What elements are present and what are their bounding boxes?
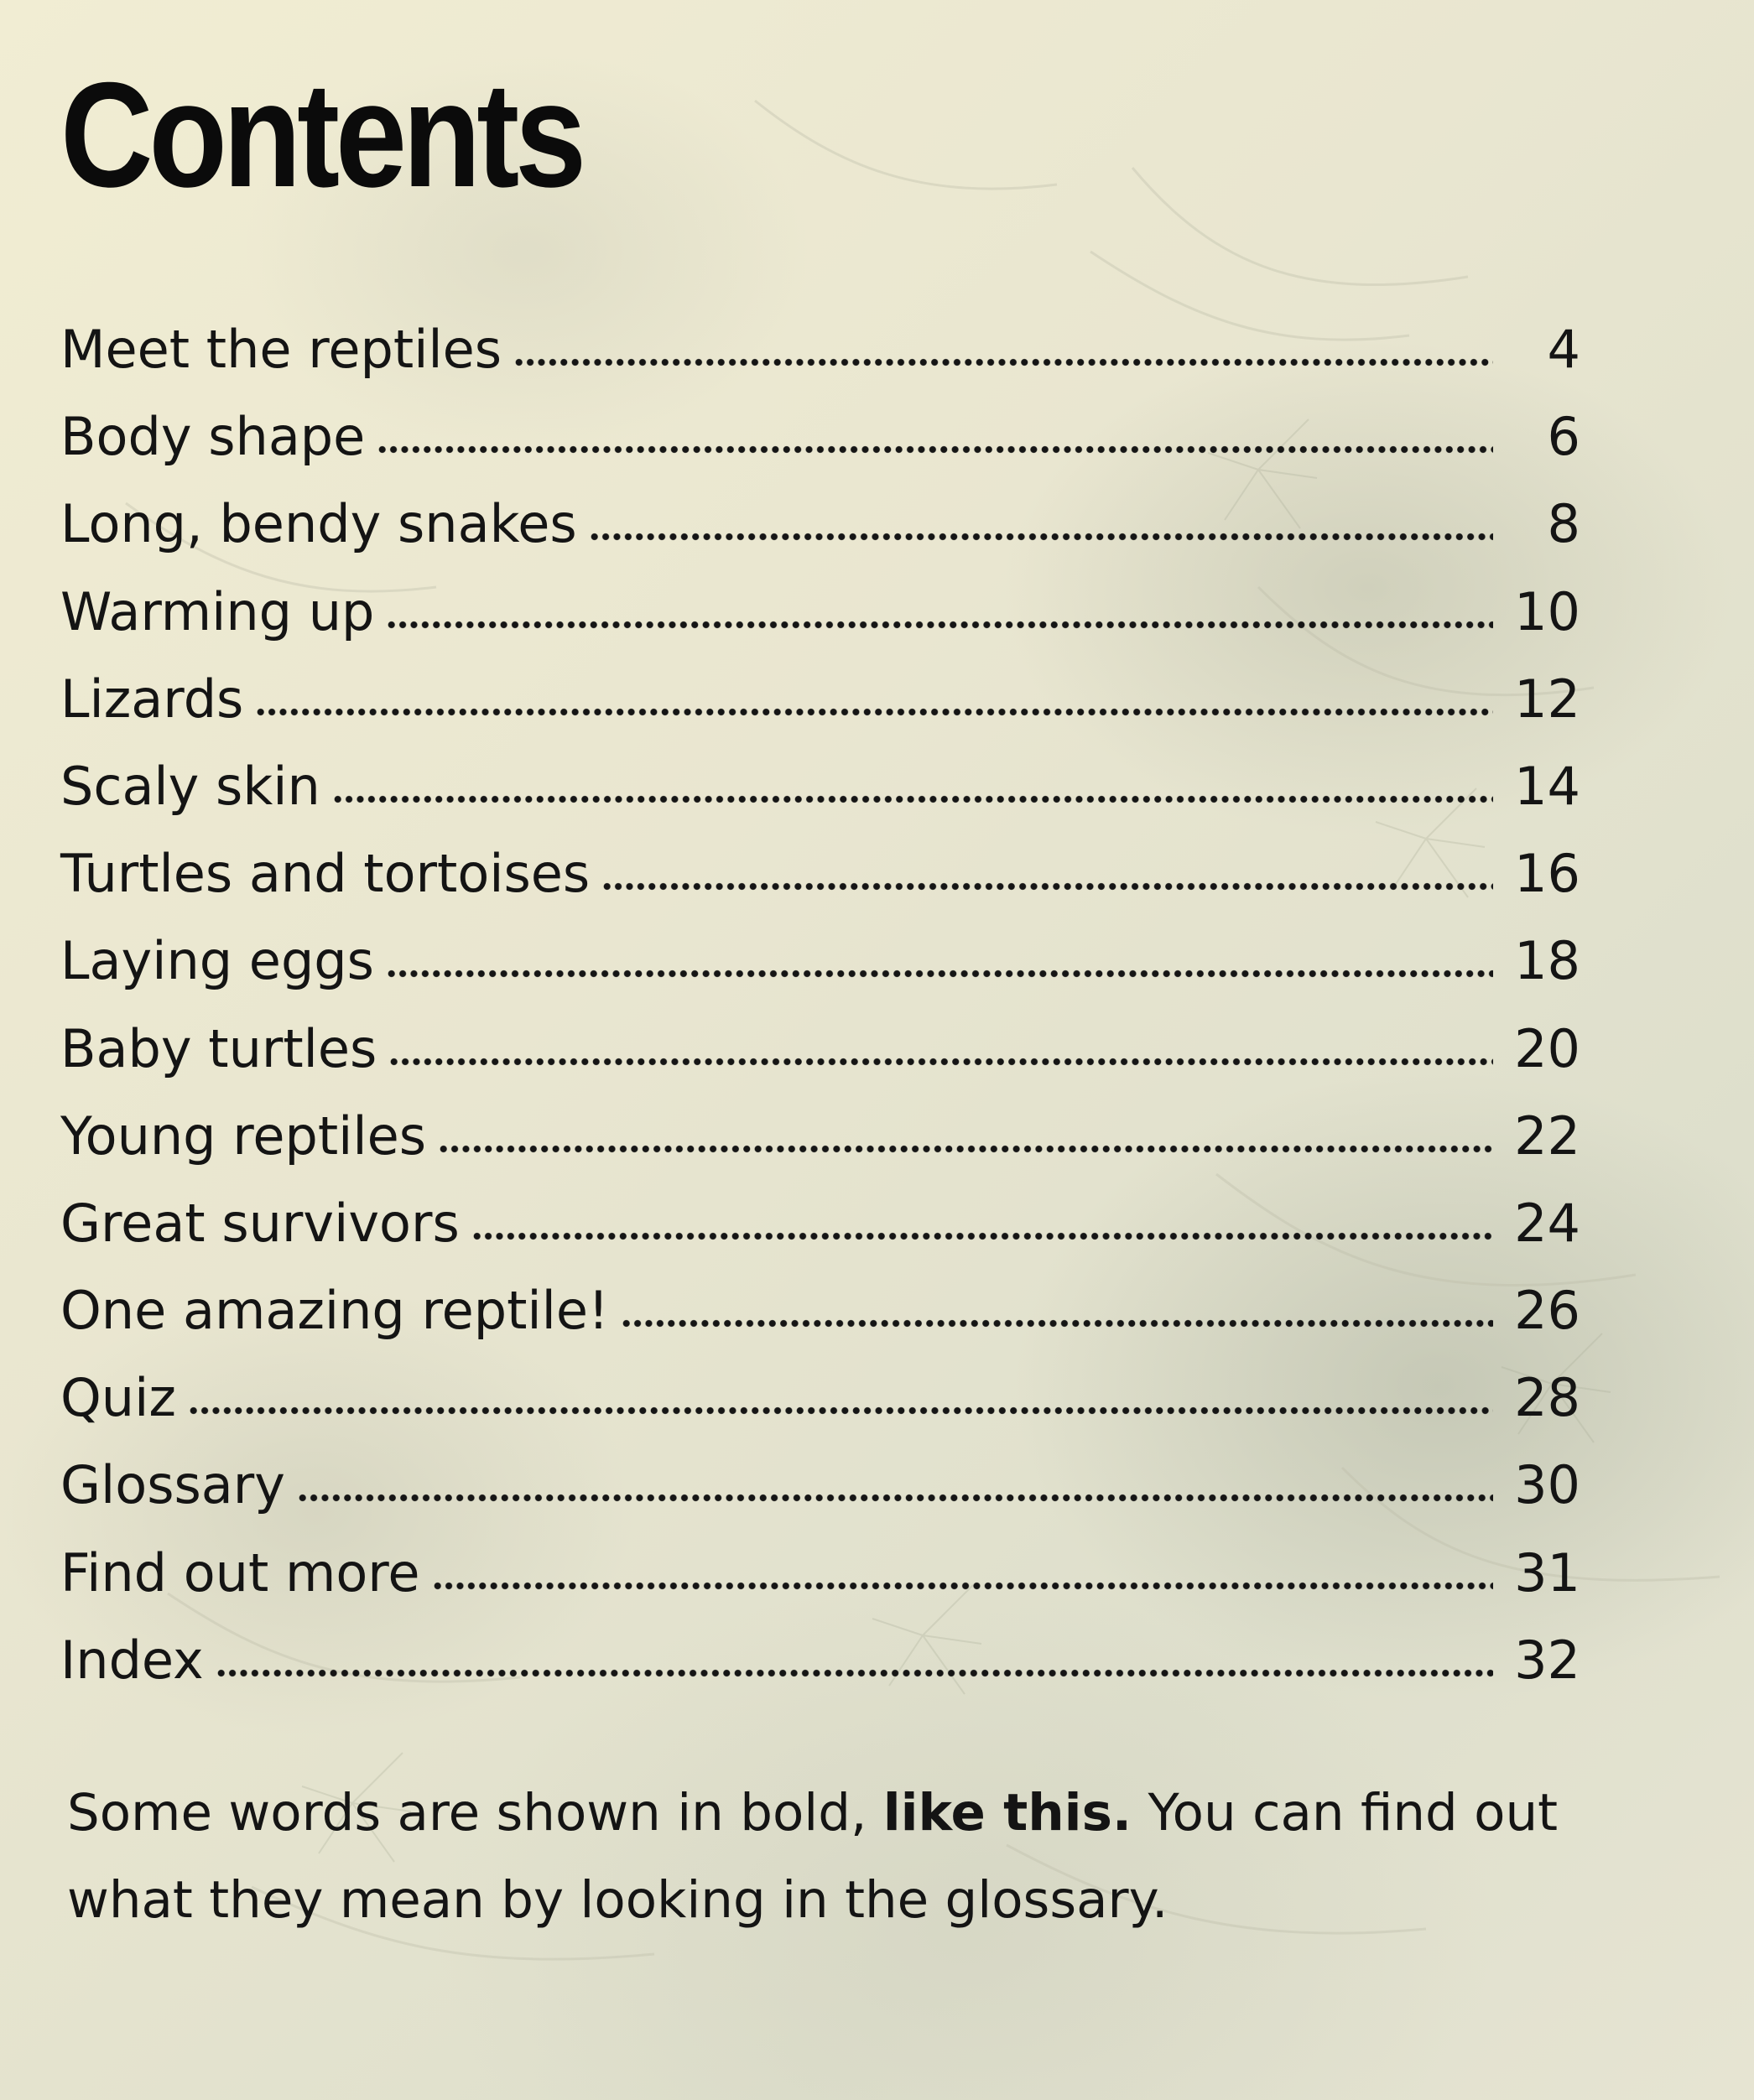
toc-entry[interactable]: [60, 1267, 1580, 1354]
toc-entry-page: 14: [1514, 755, 1580, 817]
toc-entry-page: 12: [1514, 668, 1580, 730]
glossary-note-text: Some words are shown in bold,: [67, 1783, 883, 1843]
dot-leader: [432, 1581, 1493, 1591]
toc-entry[interactable]: [60, 569, 1580, 656]
toc-entry-page: 30: [1514, 1454, 1580, 1516]
dot-leader: [388, 1057, 1493, 1067]
glossary-note-bold-example: like this.: [882, 1783, 1132, 1843]
toc-entry[interactable]: [60, 1354, 1580, 1442]
toc-entry-page: 20: [1514, 1017, 1580, 1079]
dot-leader: [438, 1144, 1493, 1154]
dot-leader: [386, 969, 1493, 979]
toc-entry[interactable]: [60, 743, 1580, 830]
dot-leader: [386, 620, 1493, 630]
toc-entry[interactable]: [60, 1530, 1580, 1617]
toc-entry-page: 8: [1547, 493, 1580, 555]
toc-entry-title: Find out more: [60, 1541, 420, 1604]
toc-entry-title: Warming up: [60, 580, 375, 642]
toc-entry-title: Great survivors: [60, 1192, 460, 1254]
toc-entry-title: Glossary: [60, 1454, 285, 1516]
dot-leader: [601, 881, 1493, 891]
toc-entry[interactable]: [60, 1093, 1580, 1180]
dot-leader: [255, 707, 1493, 717]
dot-leader: [332, 794, 1493, 804]
toc-entry-page: 18: [1514, 930, 1580, 992]
dot-leader: [621, 1318, 1493, 1328]
dot-leader: [297, 1493, 1493, 1503]
toc-entry-title: Young reptiles: [60, 1105, 427, 1167]
toc-entry-title: Quiz: [60, 1367, 176, 1429]
glossary-note-text-continued: You can find out what they mean by looking in the glossary.: [67, 1783, 1559, 1930]
toc-entry-page: 6: [1547, 406, 1580, 468]
toc-entry-page: 24: [1514, 1192, 1580, 1254]
dot-leader: [188, 1406, 1493, 1416]
toc-entry-page: 31: [1514, 1541, 1580, 1604]
toc-entry[interactable]: [60, 656, 1580, 743]
toc-entry-title: Lizards: [60, 668, 244, 730]
toc-entry-title: Baby turtles: [60, 1017, 377, 1079]
toc-entry-page: 32: [1514, 1629, 1580, 1691]
toc-entry[interactable]: [60, 1442, 1580, 1529]
toc-entry-title: Laying eggs: [60, 930, 374, 992]
glossary-note: [67, 1770, 1627, 1944]
toc-entry-title: Index: [60, 1629, 204, 1691]
toc-entry-page: 26: [1514, 1280, 1580, 1342]
page-title: Contents: [60, 51, 583, 218]
toc-entry-page: 16: [1514, 843, 1580, 905]
dot-leader: [377, 444, 1493, 455]
toc-entry-page: 22: [1514, 1105, 1580, 1167]
toc-entry[interactable]: [60, 1006, 1580, 1093]
table-of-contents: [60, 306, 1580, 1704]
toc-entry[interactable]: [60, 481, 1580, 568]
toc-entry[interactable]: [60, 1617, 1580, 1704]
dot-leader: [216, 1668, 1493, 1678]
toc-entry-page: 4: [1547, 319, 1580, 380]
dot-leader: [471, 1231, 1493, 1241]
toc-entry[interactable]: [60, 1180, 1580, 1267]
toc-entry-title: Long, bendy snakes: [60, 493, 577, 555]
toc-entry[interactable]: [60, 917, 1580, 1005]
toc-entry[interactable]: [60, 830, 1580, 917]
toc-entry-page: 10: [1514, 580, 1580, 642]
toc-entry-title: One amazing reptile!: [60, 1280, 609, 1342]
toc-entry-page: 28: [1514, 1367, 1580, 1429]
dot-leader: [589, 532, 1493, 542]
toc-entry-title: Meet the reptiles: [60, 319, 502, 380]
toc-entry-title: Turtles and tortoises: [60, 843, 591, 905]
toc-entry-title: Scaly skin: [60, 755, 320, 817]
toc-entry[interactable]: [60, 306, 1580, 393]
dot-leader: [513, 357, 1493, 367]
toc-entry[interactable]: [60, 393, 1580, 481]
toc-entry-title: Body shape: [60, 406, 366, 468]
